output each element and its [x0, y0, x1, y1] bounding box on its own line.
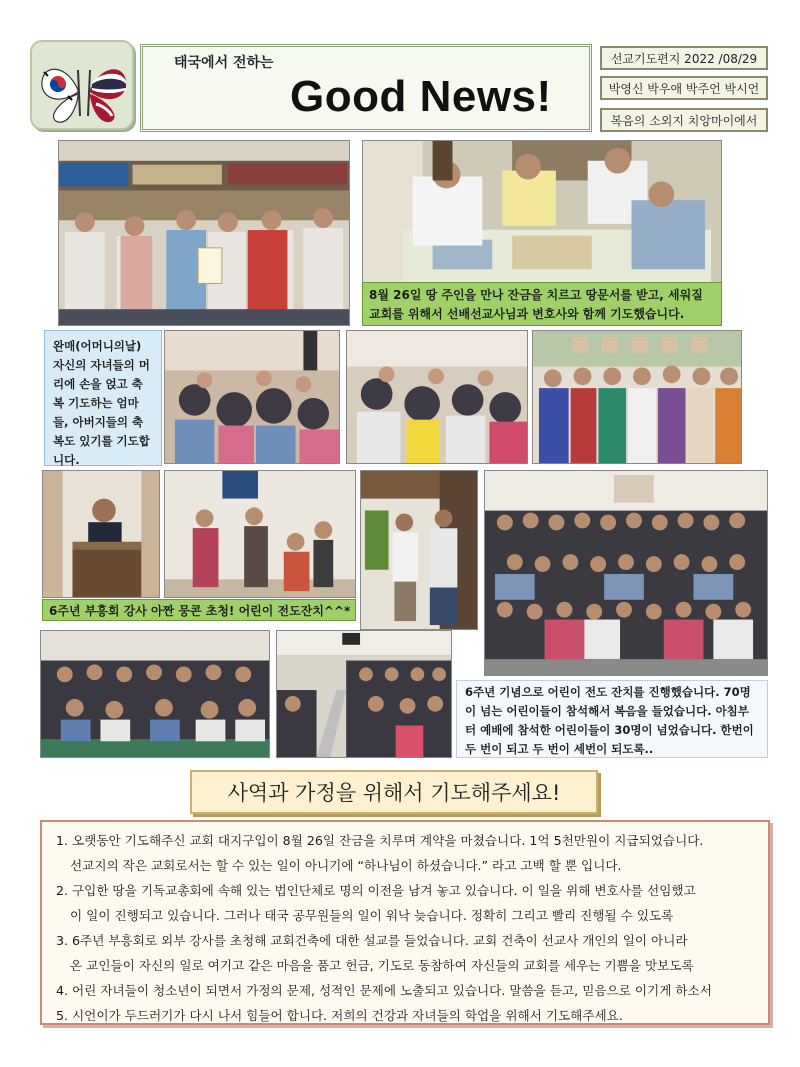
prayer-request-banner: 사역과 가정을 위해서 기도해주세요! — [190, 770, 598, 814]
photo-children-performance — [164, 470, 356, 598]
letter-date: 선교기도편지 2022 /08/29 — [600, 46, 768, 70]
family-names: 박영신 박우애 박주언 박시언 — [600, 76, 768, 100]
caption-mothers-prayer: 완매(어머니의날) 자신의 자녀들의 머리에 손을 얹고 축복 기도하는 엄마들, 아버지들의 축복도 있기를 기도합니다. — [44, 330, 162, 466]
photo-mothers-blessing-1 — [164, 330, 340, 464]
photo-children-seated-1 — [40, 630, 270, 758]
prayer-line-3: 3. 6주년 부흥회로 외부 강사를 초청해 교회건축에 대한 설교를 들었습니다. 교회 건축이 선교사 개인의 일이 아니라 — [56, 933, 688, 948]
prayer-line-2: 2. 구입한 땅을 기독교총회에 속해 있는 법인단체로 명의 이전을 남겨 놓고 있습니다. 이 일을 위해 변호사를 선임했고 — [56, 883, 696, 898]
butterfly-flags-logo — [30, 40, 134, 130]
photo-mothers-group — [532, 330, 742, 464]
prayer-line-1: 1. 오랫동안 기도해주신 교회 대지구입이 8월 26일 잔금을 치루며 계약을 마쳤습니다. 1억 5천만원이 지급되었습니다. — [56, 833, 704, 848]
prayer-line-4: 4. 어린 자녀들이 청소년이 되면서 가정의 문제, 성적인 문제에 노출되고 있습니다. 말씀을 듣고, 믿음으로 이기게 하소서 — [56, 983, 712, 998]
newsletter-title: Good News! — [290, 72, 552, 121]
mission-location: 복음의 소외지 치앙마이에서 — [600, 108, 768, 132]
caption-revival: 6주년 부흥회 강사 아짠 뭉콘 초청! 어린이 전도잔치^^* — [42, 599, 356, 621]
newsletter-subtitle: 태국에서 전하는 — [174, 55, 274, 71]
prayer-line-5: 5. 시언이가 두드러기가 다시 나서 힘들어 합니다. 저희의 건강과 자녀들의 학업을 위해서 기도해주세요. — [56, 1008, 623, 1023]
photo-children-evangelism — [360, 470, 478, 630]
photo-group-with-certificate — [58, 140, 350, 326]
prayer-line-1-cont: 선교지의 작은 교회로서는 할 수 있는 일이 아니기에 “하나님이 하셨습니다.” 라고 고백 할 뿐 입니다. — [70, 858, 622, 873]
caption-anniversary: 6주년 기념으로 어린이 전도 잔치를 진행했습니다. 70명이 넘는 어린이들이 참석해서 복음을 들었습니다. 아침부터 예배에 참석한 어린이들이 30명이 넘었습니다. 한번이 두 번이 되고 두 번이 세번이 되도록.. — [456, 680, 768, 758]
prayer-line-2-cont: 이 일이 진행되고 있습니다. 그러나 태국 공무원들의 일이 워낙 늦습니다. 정확히 그리고 빨리 진행될 수 있도록 — [70, 908, 674, 923]
prayer-list — [40, 820, 770, 1025]
photo-land-contract-prayer — [362, 140, 722, 290]
caption-land-contract: 8월 26일 땅 주인을 만나 잔금을 치르고 땅문서를 받고, 세워질 교회를 위해서 선배선교사님과 변호사와 함께 기도했습니다. — [362, 282, 722, 326]
photo-mothers-blessing-2 — [346, 330, 528, 464]
photo-anniversary-crowd — [484, 470, 768, 676]
photo-children-seated-2 — [276, 630, 452, 758]
photo-revival-speaker — [42, 470, 160, 598]
prayer-line-3-cont: 온 교인들이 자신의 일로 여기고 같은 마음을 품고 헌금, 기도로 동참하여 자신들의 교회를 세우는 기쁨을 맛보도록 — [70, 958, 694, 973]
